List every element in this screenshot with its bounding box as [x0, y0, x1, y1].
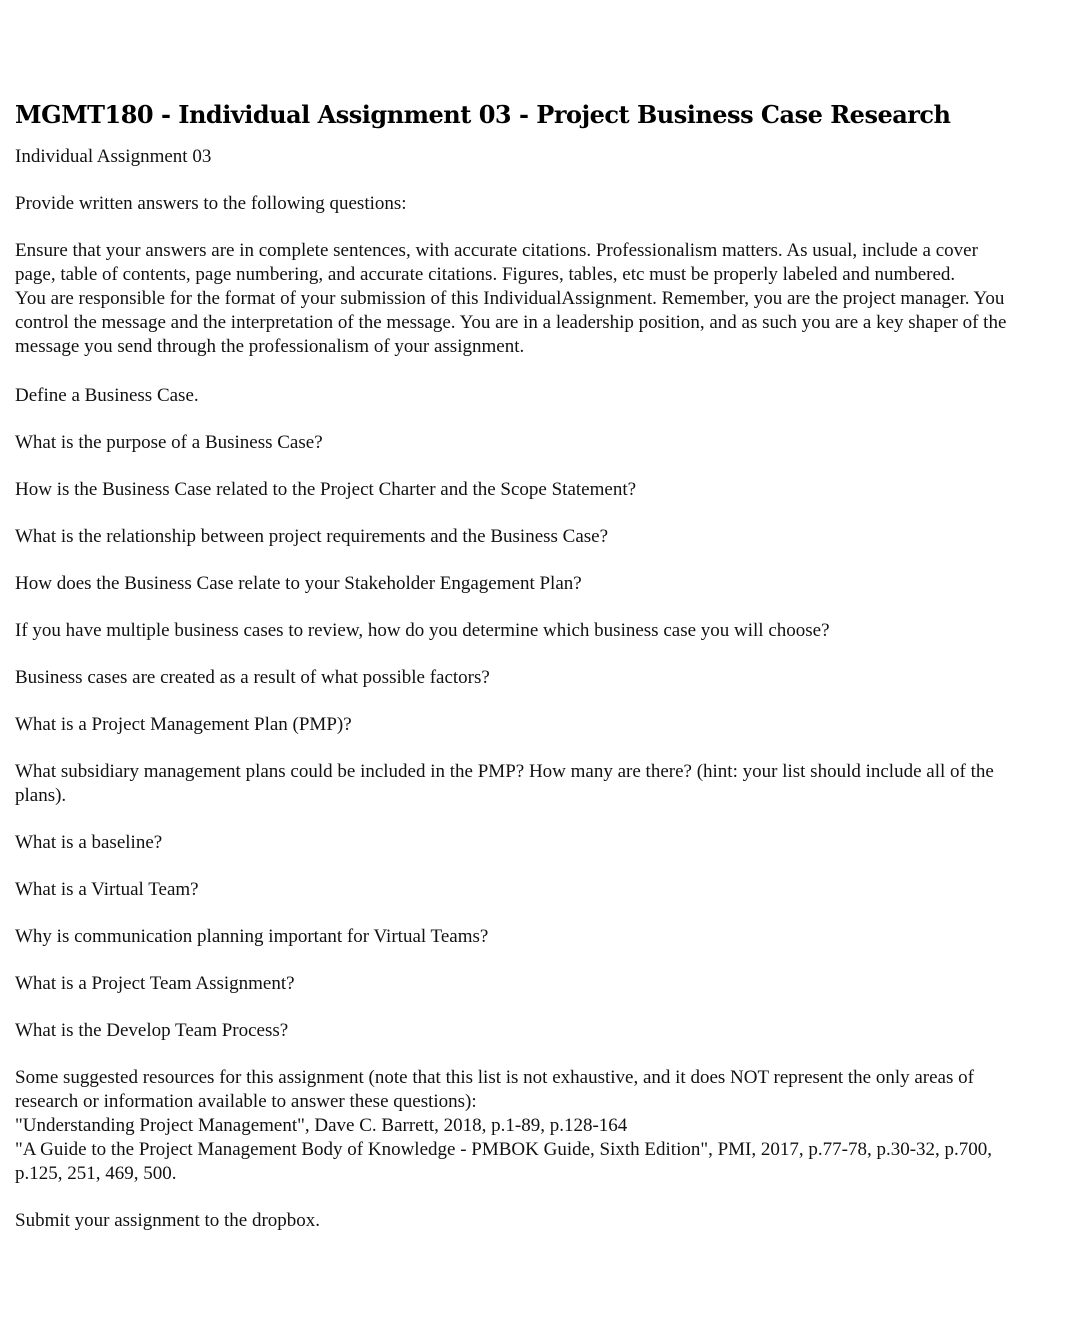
- question-item: Define a Business Case.: [15, 385, 199, 406]
- page-title: MGMT180 - Individual Assignment 03 - Project Business Case Research: [15, 100, 951, 129]
- questions-list: [15, 384, 1015, 1043]
- question-item: What is a Project Management Plan (PMP)?: [15, 714, 352, 735]
- question-item: How is the Business Case related to the Project Charter and the Scope Statement?: [15, 479, 637, 500]
- resources-block: [15, 1066, 1015, 1186]
- question-item: Why is communication planning important for Virtual Teams?: [15, 926, 489, 947]
- instructions-paragraph-format: Ensure that your answers are in complete sentences, with accurate citations. Professionalism matters. As usual, include a cover page, table of contents, page numbering, and accurate citations. Figures, tables, etc must be properly labeled and numbered.: [15, 240, 978, 285]
- question-item: If you have multiple business cases to review, how do you determine which business case you will choose?: [15, 620, 830, 641]
- question-item: What is the purpose of a Business Case?: [15, 432, 323, 453]
- question-item: What is the relationship between project requirements and the Business Case?: [15, 526, 609, 547]
- question-item: How does the Business Case relate to your Stakeholder Engagement Plan?: [15, 573, 582, 594]
- question-item: What is the Develop Team Process?: [15, 1020, 289, 1041]
- question-item: What is a Virtual Team?: [15, 879, 199, 900]
- resource-item: "Understanding Project Management", Dave C. Barrett, 2018, p.1-89, p.128-164: [15, 1115, 628, 1136]
- question-item: What is a Project Team Assignment?: [15, 973, 295, 994]
- assignment-subtitle: Individual Assignment 03: [15, 146, 212, 167]
- instructions-paragraph-responsibility: You are responsible for the format of your submission of this IndividualAssignment. Remember, you are the project manager. You control the message and the interpretation of the message. You are in a leadership position, and as such you are a key shaper of the message you send through the professionalism of your assignment.: [15, 288, 1007, 357]
- resource-item: "A Guide to the Project Management Body of Knowledge - PMBOK Guide, Sixth Edition", PMI, 2017, p.77-78, p.30-32, p.700, p.125, 251, 469, 500.: [15, 1139, 993, 1184]
- assignment-prompt: Provide written answers to the following questions:: [15, 193, 407, 214]
- question-item: Business cases are created as a result of what possible factors?: [15, 667, 490, 688]
- resources-intro: Some suggested resources for this assignment (note that this list is not exhaustive, and it does NOT represent the only areas of research or information available to answer these questions):: [15, 1067, 974, 1112]
- submission-note: Submit your assignment to the dropbox.: [15, 1210, 321, 1231]
- instructions-block: [15, 239, 1015, 359]
- question-item: What is a baseline?: [15, 832, 163, 853]
- assignment-document: [15, 98, 1015, 1233]
- question-item: What subsidiary management plans could be included in the PMP? How many are there? (hint: your list should include all of the plans).: [15, 761, 994, 806]
